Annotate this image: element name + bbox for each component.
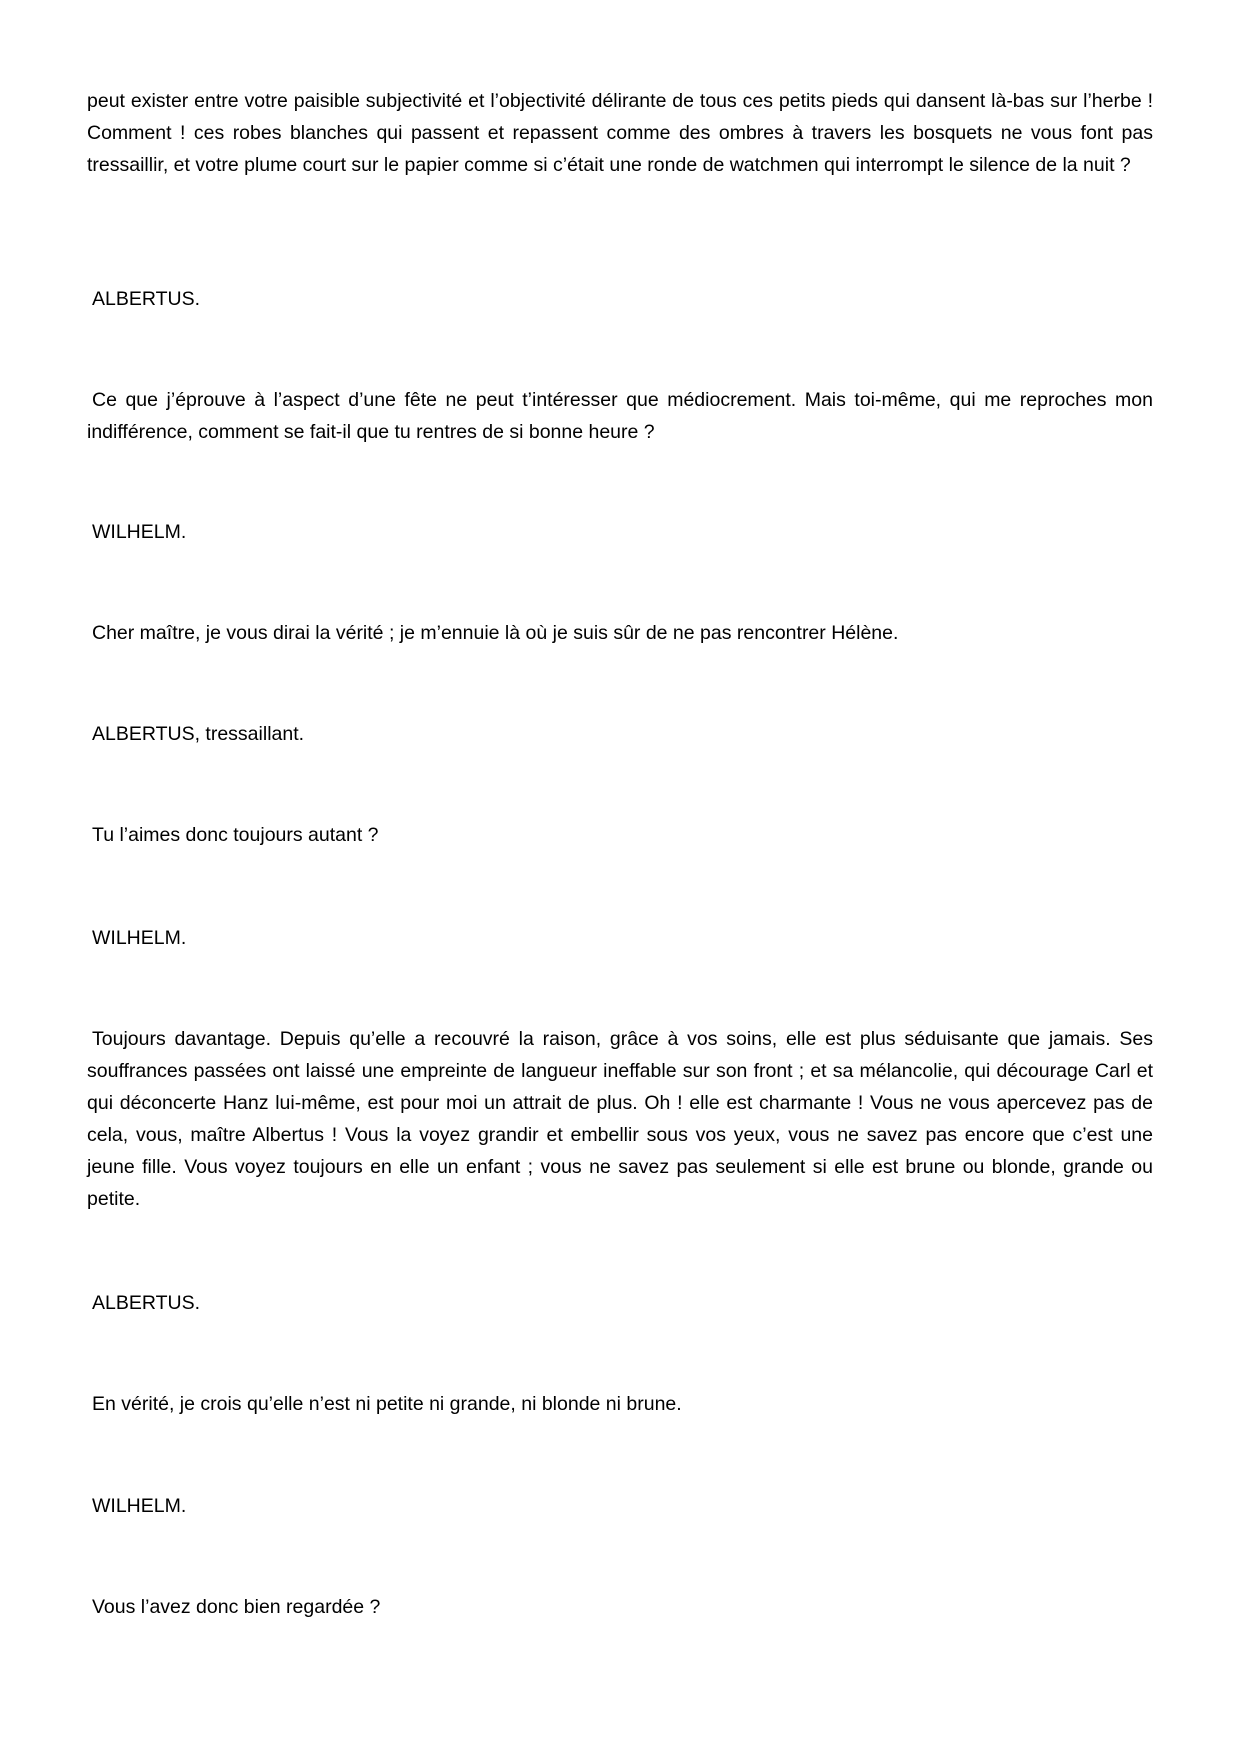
dialogue-paragraph: Vous l’avez donc bien regardée ? [92,1596,381,1618]
dialogue-paragraph: Cher maître, je vous dirai la vérité ; je m’ennuie là où je suis sûr de ne pas rencontrer Hélène. [92,622,899,644]
paragraph-continuation: peut exister entre votre paisible subjectivité et l’objectivité délirante de tous ces petits pieds qui dansent là-bas sur l’herbe ! Comment ! ces robes blanches qui passent et repassent comme des ombres à travers les bosquets ne vous font pas tressaillir, et votre plume court sur le papier comme si c’était une ronde de watchmen qui interrompt le silence de la nuit ? [87,90,1153,176]
speaker-albertus: ALBERTUS. [92,1292,201,1314]
dialogue-paragraph: En vérité, je crois qu’elle n’est ni petite ni grande, ni blonde ni brune. [92,1393,682,1415]
speaker-albertus: ALBERTUS. [92,288,201,310]
speaker-wilhelm: WILHELM. [92,521,187,543]
speaker-albertus-tressaillant: ALBERTUS, tressaillant. [92,723,305,745]
speaker-wilhelm: WILHELM. [92,1495,187,1517]
dialogue-paragraph: Tu l’aimes donc toujours autant ? [92,824,379,846]
dialogue-paragraph: Ce que j’éprouve à l’aspect d’une fête ne peut t’intéresser que médiocrement. Mais toi-même, qui me reproches mon indifférence, comment se fait-il que tu rentres de si bonne heure ? [87,389,1153,443]
dialogue-paragraph: Toujours davantage. Depuis qu’elle a recouvré la raison, grâce à vos soins, elle est plus séduisante que jamais. Ses souffrances passées ont laissé une empreinte de langueur ineffable sur son front ; et sa mélancolie, qui décourage Carl et qui déconcerte Hanz lui-même, est pour moi un attrait de plus. Oh ! elle est charmante ! Vous ne vous apercevez pas de cela, vous, maître Albertus ! Vous la voyez grandir et embellir sous vos yeux, vous ne savez pas encore que c’est une jeune fille. Vous voyez toujours en elle un enfant ; vous ne savez pas seulement si elle est brune ou blonde, grande ou petite. [87,1028,1153,1210]
speaker-wilhelm: WILHELM. [92,927,187,949]
